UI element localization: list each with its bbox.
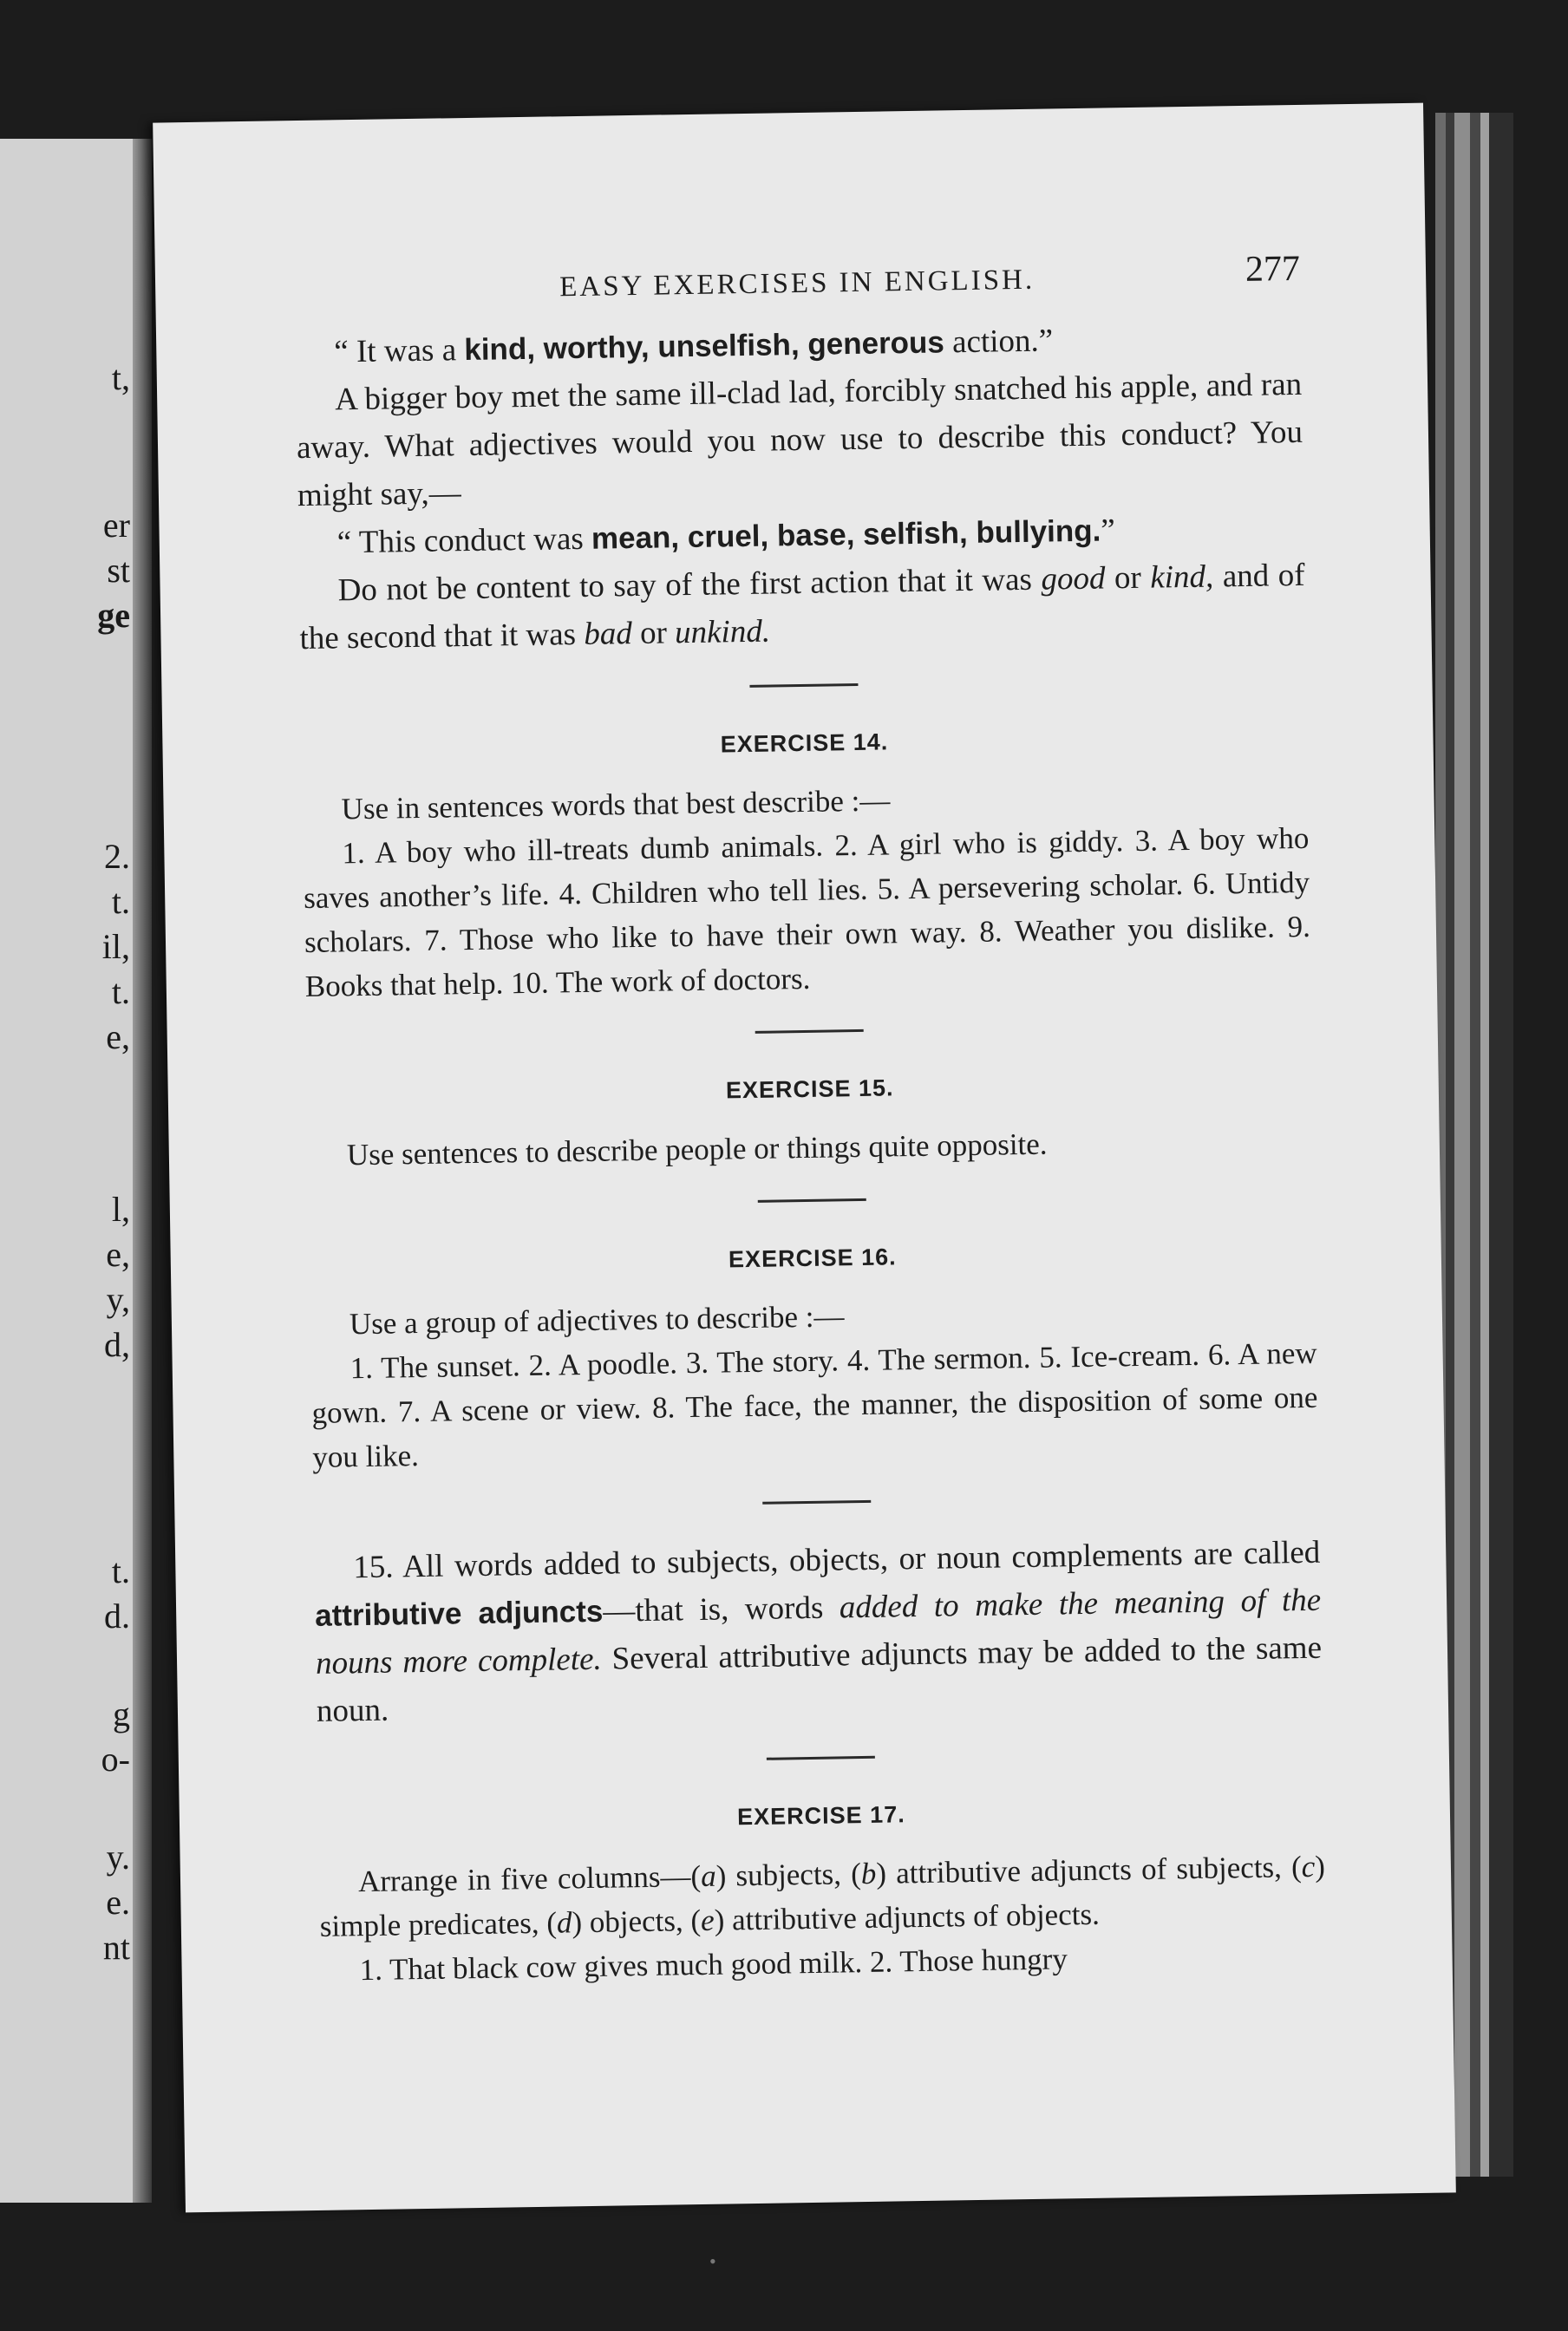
previous-page-fragment: y,	[106, 1280, 130, 1319]
bold-adjectives: kind, worthy, unselfish, generous	[464, 325, 945, 368]
bold-adjectives: mean, cruel, base, selfish, bullying.	[591, 513, 1101, 556]
previous-page-fragment: d,	[104, 1325, 130, 1364]
exercise-17-instruction	[319, 1845, 1326, 1949]
italic-letter: a	[700, 1858, 716, 1893]
previous-page-fragment: il,	[101, 927, 130, 966]
exercise-17-items: 1. That black cow gives much good milk. 2. Those hungry	[359, 1942, 1068, 1988]
page-number: 277	[1245, 248, 1301, 290]
italic-letter: c	[1301, 1849, 1316, 1884]
italic-definition: added to make the meaning of the nouns more complete.	[315, 1582, 1322, 1681]
exercise-16-title: EXERCISE 16.	[728, 1244, 897, 1273]
exercise-14-instruction: Use in sentences words that best describe :—	[341, 783, 891, 826]
previous-page-fragment: e.	[106, 1883, 130, 1922]
italic-word: kind,	[1149, 558, 1214, 596]
exercise-16-instruction: Use a group of adjectives to describe :—	[349, 1299, 845, 1342]
italic-letter: b	[860, 1856, 877, 1891]
section-rule	[749, 683, 858, 688]
exercise-17-title: EXERCISE 17.	[736, 1801, 905, 1831]
film-dust-mark: •	[709, 2250, 716, 2272]
exercise-15-instruction: Use sentences to describe people or things quite opposite.	[346, 1126, 1048, 1172]
quote-text: action.”	[944, 323, 1054, 361]
quote-text: “ It was a	[334, 332, 465, 370]
text: ) attributive adjuncts of objects.	[714, 1897, 1101, 1937]
previous-page-fragment: g	[113, 1694, 130, 1734]
section-rule	[757, 1198, 866, 1203]
paragraph-bigger-boy: A bigger boy met the same ill-clad lad, forcibly snatched his apple, and ran away. What adjectives would you now use to describe this conduct? You might say,—	[296, 366, 1303, 514]
italic-letter: e	[700, 1903, 715, 1937]
text: or	[631, 615, 676, 652]
previous-page-fragment: t.	[111, 882, 130, 921]
section-rule	[766, 1756, 874, 1760]
exercise-14-title: EXERCISE 14.	[720, 728, 889, 758]
rule-15-paragraph	[314, 1529, 1323, 1735]
exercise-15-title: EXERCISE 15.	[725, 1074, 894, 1104]
previous-page-fragment: t.	[111, 1551, 130, 1590]
text: or	[1105, 559, 1151, 597]
text: Several attributive adjuncts may be added to the same noun.	[316, 1629, 1323, 1729]
text: and of the second that it was	[299, 557, 1305, 657]
text: ) simple predicates, (	[319, 1849, 1326, 1943]
text: ) attributive adjuncts of subjects, (	[876, 1850, 1303, 1890]
book-gutter	[133, 139, 152, 2203]
italic-word: good	[1041, 560, 1106, 597]
book-page	[153, 103, 1456, 2213]
quote-text: “ This conduct was	[336, 520, 592, 561]
previous-page-fragment: l,	[111, 1190, 130, 1229]
previous-page-fragment: e,	[106, 1017, 130, 1056]
text: ) subjects, (	[715, 1857, 862, 1893]
previous-page-fragment: 2.	[104, 837, 130, 876]
text: 15. All words added to subjects, objects, or noun complements are called	[353, 1534, 1321, 1586]
previous-page-fragment: t,	[111, 358, 130, 397]
previous-page-fragment: o-	[101, 1740, 130, 1779]
text: ) objects, (	[572, 1903, 702, 1940]
bold-term: attributive adjuncts	[314, 1594, 604, 1633]
running-head: EASY EXERCISES IN ENGLISH.	[559, 264, 1036, 304]
previous-page-fragment: ge	[97, 596, 130, 635]
text: Do not be content to say of the first action that it was	[337, 561, 1042, 609]
exercise-14-items: 1. A boy who ill-treats dumb animals. 2. A girl who is giddy. 3. A boy who saves another’s life. 4. Children who tell lies. 5. A persevering scholar. 6. Untidy scholars. 7. Those who like to have their own way. 8. Weather you dislike. 9. Books that help. 10. The work of doctors.	[303, 820, 1311, 1004]
text: —that is, words	[603, 1590, 840, 1629]
italic-word: bad	[583, 616, 633, 652]
previous-page-fragment: e,	[106, 1235, 130, 1274]
previous-page-fragment: nt	[102, 1928, 130, 1967]
section-rule	[762, 1500, 871, 1505]
italic-letter: d	[556, 1905, 572, 1940]
section-rule	[755, 1029, 863, 1034]
previous-page-fragment: d.	[104, 1596, 130, 1636]
previous-page-fragment: t.	[111, 972, 130, 1011]
paragraph-do-not-be-content	[298, 552, 1306, 663]
previous-page-fragment: st	[107, 551, 130, 590]
text: Arrange in five columns—(	[357, 1858, 702, 1899]
exercise-16-items: 1. The sunset. 2. A poodle. 3. The story. 4. The sermon. 5. Ice-cream. 6. A new gown. 7. A scene or view. 8. The face, the manner, the disposition of some one you like.	[311, 1335, 1318, 1474]
previous-page-fragment: y.	[106, 1838, 130, 1877]
italic-word: unkind.	[674, 613, 771, 651]
quote-text: ”	[1100, 513, 1116, 549]
page-content	[294, 248, 1327, 1993]
previous-page-fragment: er	[102, 506, 130, 545]
